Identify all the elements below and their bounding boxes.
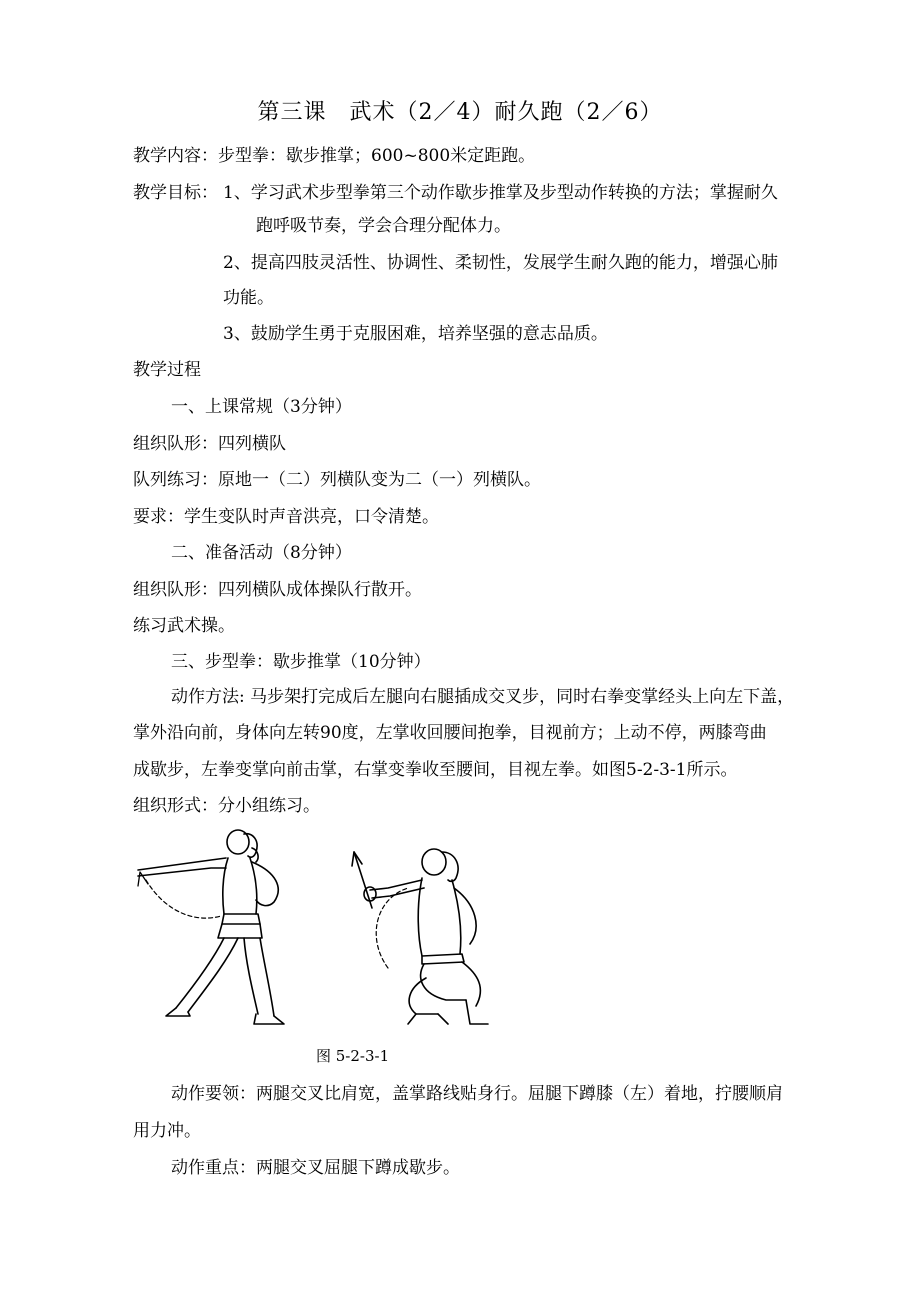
section-3-heading: 三、步型拳：歇步推掌（10分钟） bbox=[171, 652, 431, 672]
section-1-requirement: 要求：学生变队时声音洪亮，口令清楚。 bbox=[133, 507, 439, 527]
method-line-1: 动作方法: 马步架打完成后左腿向右腿插成交叉步，同时右拳变掌经头上向左下盖， bbox=[171, 687, 795, 707]
section-1-heading: 一、上课常规（3分钟） bbox=[171, 397, 352, 417]
section-1-formation: 组织队形：四列横队 bbox=[133, 434, 286, 454]
section-3-form: 组织形式：分小组练习。 bbox=[133, 796, 320, 816]
method-line-2: 掌外沿向前，身体向左转90度，左掌收回腰间抱拳，目视前方；上动不停，两膝弯曲 bbox=[133, 723, 767, 743]
essentials-line-1: 动作要领：两腿交叉比肩宽，盖掌路线贴身行。屈腿下蹲膝（左）着地，拧腰顺肩 bbox=[171, 1084, 783, 1104]
teaching-process-heading: 教学过程 bbox=[133, 360, 201, 380]
standing-figure-drawing bbox=[138, 830, 284, 1024]
section-1-drill: 队列练习：原地一（二）列横队变为二（一）列横队。 bbox=[133, 470, 541, 490]
lesson-title: 第三课 武术（2／4）耐久跑（2／6） bbox=[257, 100, 663, 125]
teaching-goal-label: 教学目标： bbox=[133, 183, 218, 203]
section-2-formation: 组织队形：四列横队成体操队行散开。 bbox=[133, 580, 422, 600]
kneeling-figure-drawing bbox=[352, 849, 488, 1024]
section-2-practice: 练习武术操。 bbox=[133, 616, 235, 636]
essentials-line-2: 用力冲。 bbox=[133, 1121, 201, 1141]
goal-2-line-2: 功能。 bbox=[223, 288, 274, 308]
teaching-content: 教学内容：步型拳：歇步推掌；600~800米定距跑。 bbox=[133, 146, 536, 166]
method-line-3: 成歇步，左拳变掌向前击掌，右掌变拳收至腰间，目视左拳。如图5-2-3-1所示。 bbox=[133, 760, 738, 780]
goal-1-line-2: 跑呼吸节奏，学会合理分配体力。 bbox=[256, 216, 511, 236]
wushu-figure bbox=[126, 828, 526, 1038]
goal-1-line-1: 1、学习武术步型拳第三个动作歇步推掌及步型动作转换的方法；掌握耐久 bbox=[223, 183, 778, 203]
key-point: 动作重点：两腿交叉屈腿下蹲成歇步。 bbox=[171, 1158, 460, 1178]
section-2-heading: 二、准备活动（8分钟） bbox=[171, 543, 352, 563]
goal-3: 3、鼓励学生勇于克服困难，培养坚强的意志品质。 bbox=[223, 324, 608, 344]
goal-2-line-1: 2、提高四肢灵活性、协调性、柔韧性，发展学生耐久跑的能力，增强心肺 bbox=[223, 253, 778, 273]
figure-caption: 图 5-2-3-1 bbox=[316, 1047, 390, 1065]
